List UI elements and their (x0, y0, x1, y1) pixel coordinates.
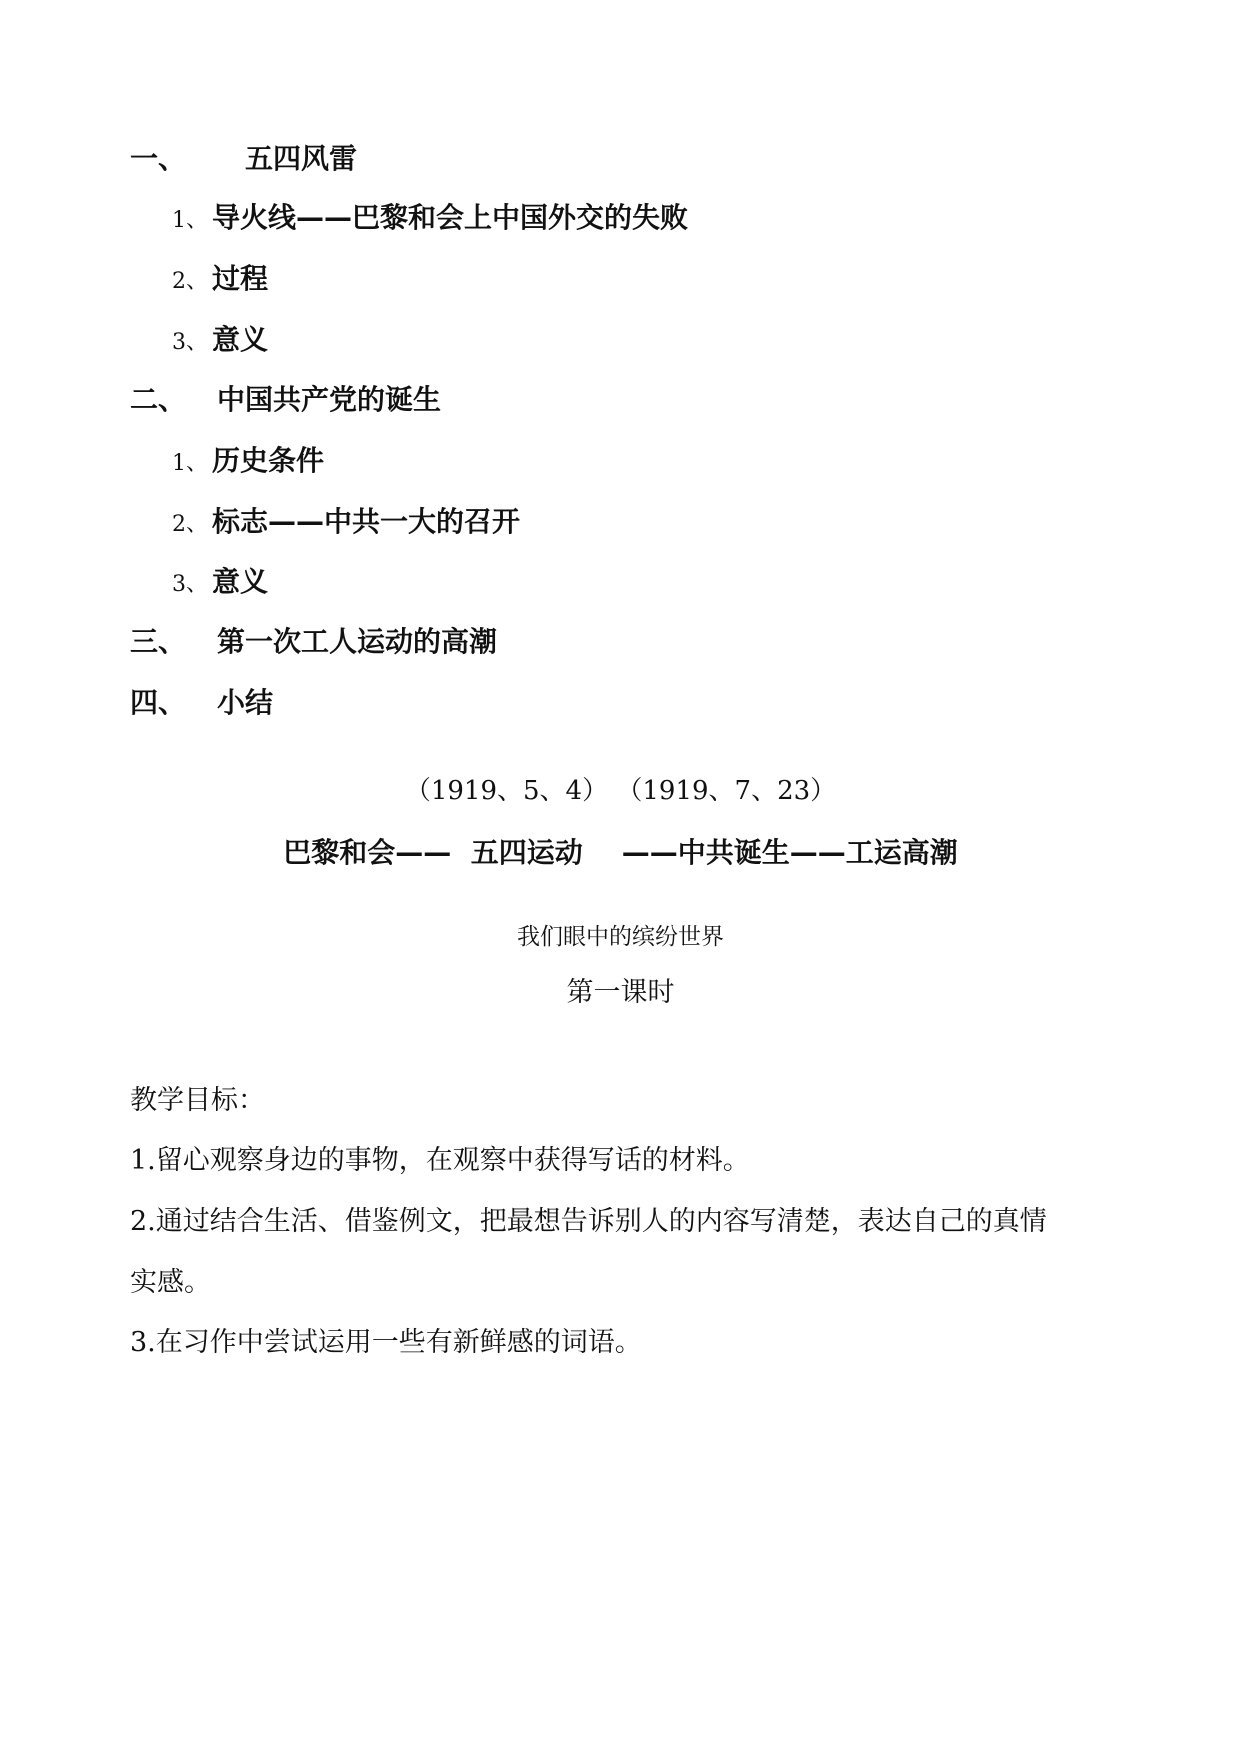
outline-subheading: 意义 (212, 565, 269, 598)
outline-marker: 四、 (130, 686, 187, 719)
outline-item-4 (130, 681, 186, 721)
outline-marker: 二、 (130, 383, 187, 416)
outline-item-3 (130, 620, 186, 660)
outline-subitem (172, 500, 520, 540)
objective-item: 2.通过结合生活、借鉴例文，把最想告诉别人的内容写清楚，表达自己的真情 (130, 1206, 1047, 1237)
objectives-label: 教学目标： (130, 1085, 265, 1116)
outline-subitem (172, 560, 268, 600)
outline-marker: 三、 (130, 625, 187, 658)
outline-subheading: 导火线——巴黎和会上中国外交的失败 (212, 201, 689, 234)
outline-item-2 (130, 378, 186, 418)
summary-dates: （1919、5、4） （1919、7、23） (404, 776, 837, 806)
outline-marker: 3、 (172, 330, 208, 355)
objective-item: 3.在习作中尝试运用一些有新鲜感的词语。 (130, 1327, 642, 1358)
outline-subheading: 历史条件 (212, 444, 325, 477)
outline-subheading: 标志——中共一大的召开 (212, 505, 521, 538)
outline-subitem (172, 318, 268, 358)
lesson-period: 第一课时 (566, 977, 675, 1008)
outline-subheading: 意义 (212, 323, 269, 356)
outline-subitem (172, 257, 268, 297)
outline-item-2-text (217, 378, 441, 418)
outline-marker: 1、 (172, 451, 208, 476)
summary-chain: 巴黎和会—— 五四运动 ——中共诞生——工运高潮 (283, 836, 958, 869)
outline-item-1 (130, 137, 186, 177)
outline-item-4-text (217, 681, 273, 721)
outline-heading: 小结 (217, 686, 274, 719)
outline-marker: 3、 (172, 572, 208, 597)
outline-item-1-text (245, 137, 357, 177)
lesson-title: 我们眼中的缤纷世界 (517, 924, 724, 950)
outline-item-3-text (217, 620, 497, 660)
objective-item-continuation: 实感。 (130, 1267, 211, 1298)
outline-heading: 第一次工人运动的高潮 (217, 625, 498, 658)
outline-subheading: 过程 (212, 262, 269, 295)
outline-heading: 中国共产党的诞生 (217, 383, 442, 416)
outline-subitem (172, 439, 324, 479)
outline-marker: 1、 (172, 208, 208, 233)
outline-marker: 一、 (130, 142, 187, 175)
outline-marker: 2、 (172, 512, 208, 537)
objective-item: 1.留心观察身边的事物，在观察中获得写话的材料。 (130, 1145, 750, 1176)
outline-subitem (172, 196, 688, 236)
outline-marker: 2、 (172, 269, 208, 294)
outline-heading: 五四风雷 (245, 142, 358, 175)
